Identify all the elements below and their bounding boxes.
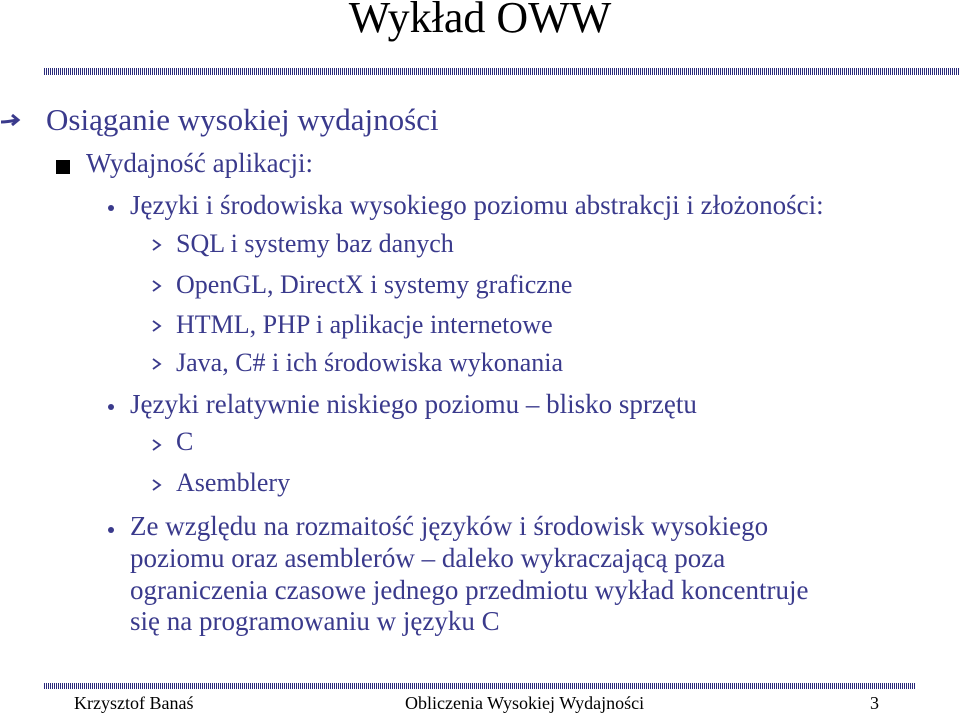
page-number: 3 [870,693,879,713]
square-bullet-icon [56,160,70,174]
title-divider [44,68,960,75]
bullet-3-line: ograniczenia czasowe jednego przedmiotu wykład koncentruje [130,575,809,605]
chevron-bullet-icon [150,438,162,452]
bullet-3-line: poziomu oraz asemblerów – daleko wykraczającą poza [130,543,726,573]
chevron-bullet-icon [150,478,162,492]
footer-author: Krzysztof Banaś [74,693,194,713]
dot-bullet-icon [108,527,114,533]
dot-bullet-icon [108,404,114,410]
bullet-1-item: SQL i systemy baz danych [176,229,454,258]
chevron-bullet-icon [150,357,162,371]
slide-title [0,0,960,56]
bullet-2-item: Asemblery [176,468,291,497]
footer-course: Obliczenia Wysokiej Wydajności [405,693,645,713]
chevron-bullet-icon [150,238,162,252]
bullet-2-text: Języki relatywnie niskiego poziomu – blisko sprzętu [130,389,697,419]
bullet-3-line: się na programowaniu w języku C [130,606,500,636]
footer-divider [44,683,916,689]
bullet-1-item: Java, C# i ich środowiska wykonania [176,348,564,377]
bullet-2-item: C [176,427,194,456]
heading-line: Osiąganie wysokiej wydajności [46,102,439,137]
subheading-line: Wydajność aplikacji: [86,148,314,178]
arrow-bullet-icon [0,100,22,140]
bullet-1-item: OpenGL, DirectX i systemy graficzne [176,270,573,299]
chevron-bullet-icon [150,319,162,333]
dot-bullet-icon [108,205,114,211]
bullet-3-line: Ze względu na rozmaitość języków i środowisk wysokiego [130,511,769,541]
bullet-1-text: Języki i środowiska wysokiego poziomu abstrakcji i złożoności: [130,190,824,220]
bullet-1-item: HTML, PHP i aplikacje internetowe [176,310,553,339]
chevron-bullet-icon [150,279,162,293]
slide-title-text: Wykład OWW [348,0,612,42]
